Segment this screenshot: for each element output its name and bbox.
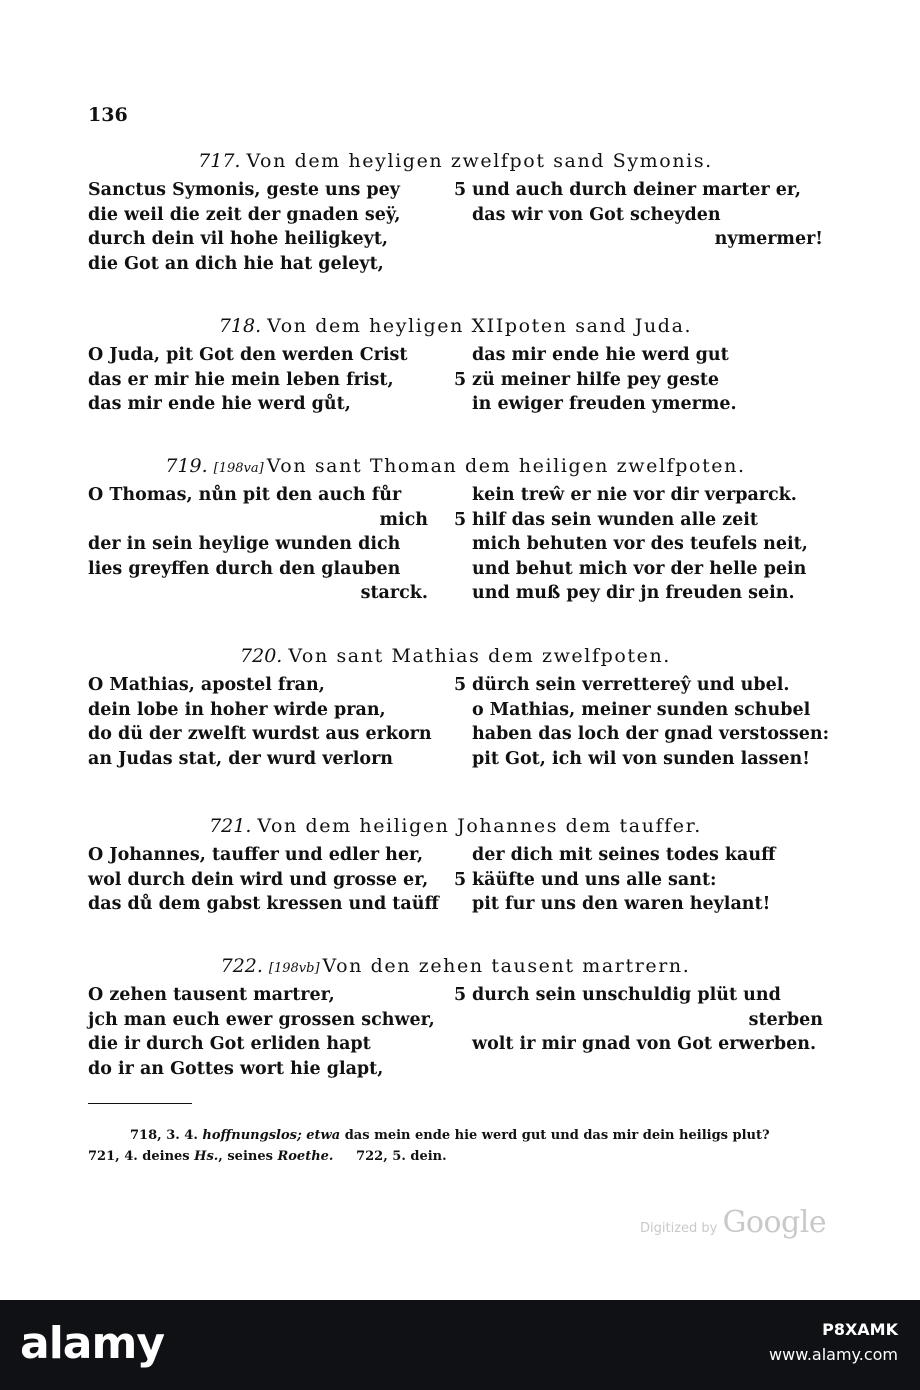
line-number: 5 [454,869,467,890]
verse-line: die ir durch Got erliden hapt [88,1034,371,1054]
poem-718 [88,315,823,414]
verse-column-left [88,843,439,917]
verse-line: und behut mich vor der helle pein [472,558,807,579]
poem-717 [88,150,823,274]
image-id: P8XAMK [822,1320,898,1339]
verse-line: 5 durch sein unschuldig plüt und [454,983,823,1008]
verse-line: O Johannes, tauffer und edler her, [88,845,424,865]
page-number: 136 [88,104,128,126]
footnote-line: 718, 3. 4. hoffnungslos; etwa das mein ende hie werd gut und das mir dein heiligs plut? [130,1128,770,1143]
line-number: 5 [454,369,467,390]
footnotes [88,1125,828,1167]
line-number: 5 [454,509,467,530]
verse-line: 5 dürch sein verrettereŷ und ubel. [454,673,823,698]
verse-line: nymermer! [714,229,823,249]
verse-line: mich [379,509,428,530]
verse-line: wol durch dein wird und grosse er, [88,869,429,890]
alamy-logo: alamy [20,1318,164,1369]
poem-721 [88,815,823,914]
verse-line: und muß pey dir jn freuden sein. [472,583,795,603]
verse-line: das wir von Got scheyden [472,204,721,225]
verse-line: kein treŵ er nie vor dir verparck. [472,485,797,505]
poem-title [88,955,823,977]
verse-line: der in sein heylige wunden dich [88,534,401,554]
verse-line: das dů dem gabst kressen und taüff [88,894,439,914]
verse-column-left [88,178,428,276]
verse-line: O Mathias, apostel fran, [88,675,325,695]
footnote-rule [88,1103,192,1104]
folio-note: [198vb] [268,961,320,976]
verse-line: Sanctus Symonis, geste uns pey [88,180,400,200]
poem-title [88,645,823,667]
verse-column-right [454,843,823,917]
digitized-by-google-watermark: Digitized by Google [640,1205,827,1240]
verse-line: O zehen tausent martrer, [88,985,335,1005]
verse-column-right [454,673,830,771]
verse-line: durch dein vil hohe heiligkeyt, [88,229,389,249]
verse-line: die weil die zeit der gnaden seÿ, [88,204,401,225]
verse-line: O Juda, pit Got den werden Crist [88,345,408,365]
verse-line: 5 hilf das sein wunden alle zeit [454,508,823,533]
verse-line: do dü der zwelft wurdst aus erkorn [88,724,432,744]
poem-title-text: Von sant Mathias dem zwelfpoten. [288,645,671,667]
verse-line: der dich mit seines todes kauff [472,845,776,865]
poem-720 [88,645,830,769]
poem-title [88,315,823,337]
verse-line: jch man euch ewer grossen schwer, [88,1009,435,1030]
footnote-line: 721, 4. deines Hs., seines Roethe. 722, 5. dein. [88,1149,447,1164]
line-number: 5 [454,180,467,200]
verse-line: o Mathias, meiner sunden schubel [472,699,811,720]
poem-722 [88,955,823,1079]
verse-line: lies greyffen durch den glauben [88,558,401,579]
verse-line: das mir ende hie werd gůt, [88,394,351,414]
verse-line: mich behuten vor des teufels neit, [472,534,808,554]
line-number: 5 [454,985,467,1005]
poem-title-text: Von den zehen tausent martrern. [322,955,691,977]
verse-line: das mir ende hie werd gut [472,345,729,365]
verse-line: wolt ir mir gnad von Got erwerben. [472,1034,817,1054]
poem-title-text: Von sant Thoman dem heiligen zwelfpoten. [266,455,746,477]
poem-number: 722. [220,955,263,977]
line-number: 5 [454,675,467,695]
verse-line: haben das loch der gnad verstossen: [472,724,830,744]
verse-line: 5 käüfte und uns alle sant: [454,868,823,893]
poem-number: 719. [165,455,208,477]
verse-line: die Got an dich hie hat geleyt, [88,253,384,274]
poem-title-text: Von dem heyligen XIIpoten sand Juda. [267,315,693,337]
verse-line: pit Got, ich wil von sunden lassen! [472,748,810,769]
poem-title-text: Von dem heyligen zwelfpot sand Symonis. [246,150,713,172]
verse-line: 5 und auch durch deiner marter er, [454,178,823,203]
verse-column-left [88,343,428,417]
verse-column-right [454,983,823,1057]
poem-number: 718. [218,315,262,337]
verse-line: starck. [360,583,428,603]
verse-line: 5 zü meiner hilfe pey geste [454,368,823,393]
poem-title-text: Von dem heiligen Johannes dem tauffer. [257,815,702,837]
verse-column-right [454,178,823,252]
verse-line: in ewiger freuden ymerme. [472,394,737,414]
verse-column-right [454,343,823,417]
verse-column-left [88,673,432,771]
site-url: www.alamy.com [769,1345,898,1364]
verse-line: sterben [748,1009,823,1030]
poem-number: 720. [240,645,283,667]
verse-column-left [88,983,435,1081]
verse-line: pit fur uns den waren heylant! [472,894,771,914]
verse-column-left [88,483,428,606]
verse-line: an Judas stat, der wurd verlorn [88,748,394,769]
poem-title [88,150,823,172]
verse-column-right [454,483,823,606]
verse-line: O Thomas, nůn pit den auch fůr [88,485,402,505]
verse-line: dein lobe in hoher wirde pran, [88,699,386,720]
poem-title [88,455,823,477]
verse-line: das er mir hie mein leben frist, [88,369,394,390]
poem-719 [88,455,823,603]
verse-line: do ir an Gottes wort hie glapt, [88,1058,384,1079]
folio-note: [198va] [213,461,264,476]
poem-title [88,815,823,837]
poem-number: 721. [209,815,252,837]
poem-number: 717. [198,150,241,172]
stock-image-info [769,1317,898,1367]
stock-banner [0,1300,920,1390]
